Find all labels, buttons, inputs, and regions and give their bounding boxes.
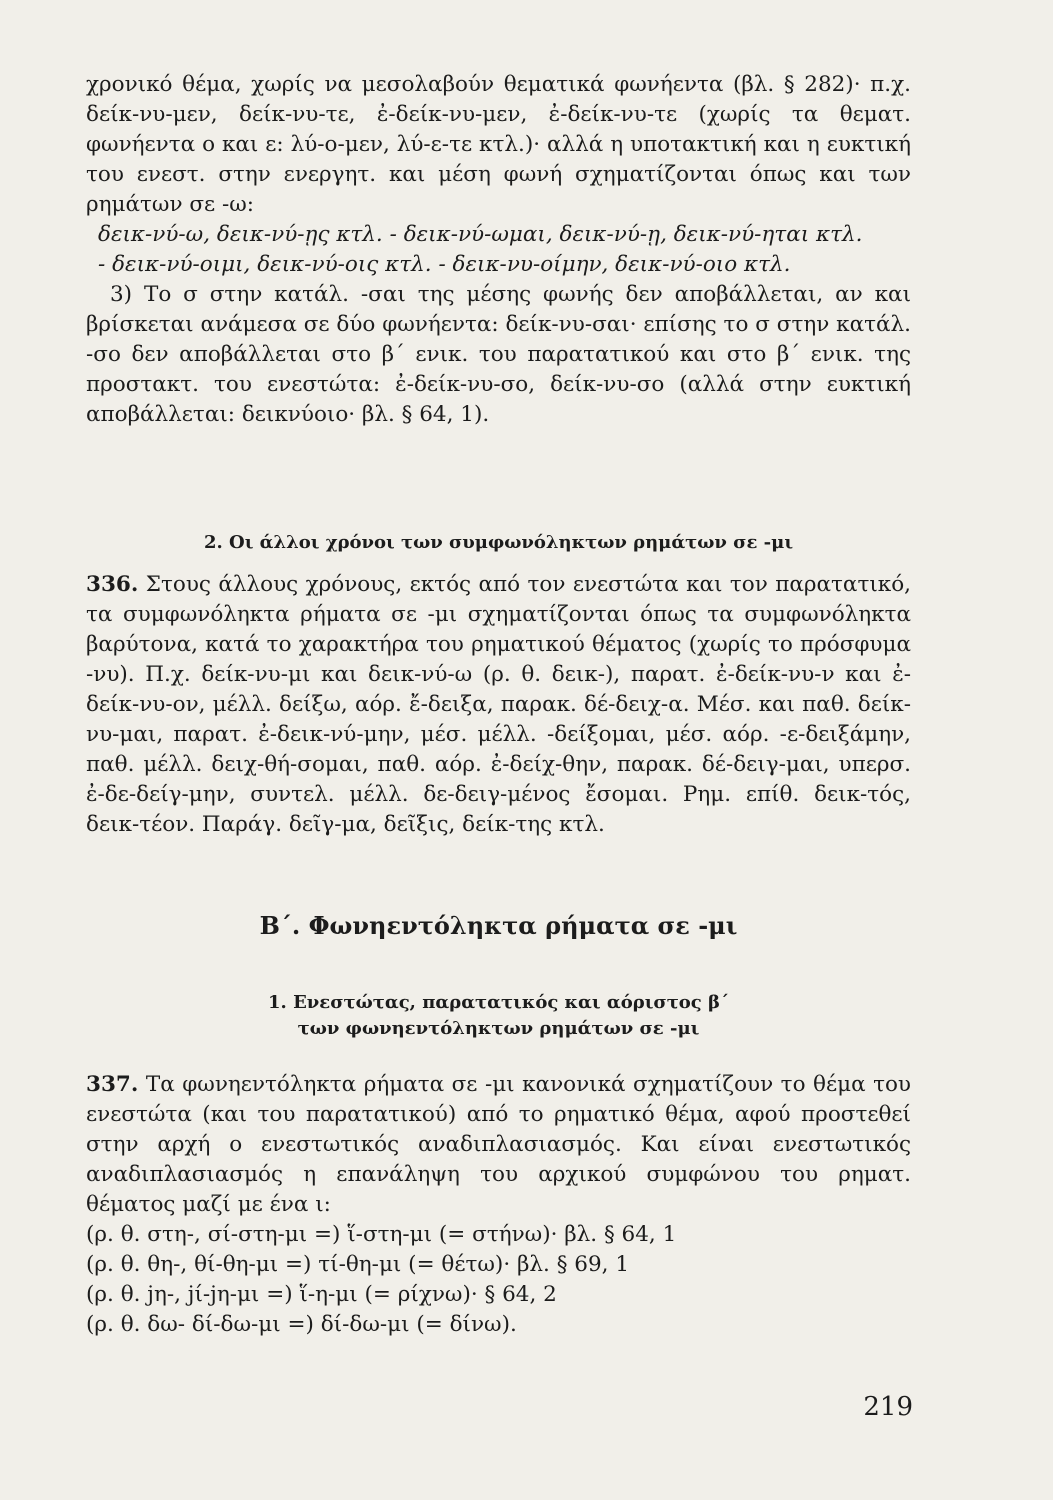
forms-line-1: δεικ-νύ-ω, δεικ-νύ-ῃς κτλ. - δεικ-νύ-ωμαι, δεικ-νύ-ῃ, δεικ-νύ-ηται κτλ. xyxy=(98,222,863,247)
example-line-1: (ρ. θ. στη-, σί-στη-μι =) ἵ-στη-μι (= στήνω)· βλ. § 64, 1 xyxy=(86,1222,677,1247)
subsection-1-heading-line-2: των φωνηεντόληκτων ρημάτων σε -μι xyxy=(297,1018,700,1039)
paragraph-336-number: 336. xyxy=(86,572,139,597)
example-line-2: (ρ. θ. θη-, θί-θη-μι =) τί-θη-μι (= θέτω)· βλ. § 69, 1 xyxy=(86,1252,630,1277)
part-b-heading-wrap xyxy=(86,910,911,942)
paragraph-continued: χρονικό θέμα, χωρίς να μεσολαβούν θεματικά φωνήεντα (βλ. § 282)· π.χ. δείκ-νυ-μεν, δείκ-νυ-τε, ἐ-δείκ-νυ-μεν, ἐ-δείκ-νυ-τε (χωρίς τα θεματ. φωνήεντα ο και ε: λύ-ο-μεν, λύ-ε-τε κτλ.)· αλλά η υποτακτική και η ευκτική του ενεστ. στην ενεργητ. και μέση φωνή σχηματίζονται όπως και των ρημάτων σε -ω: xyxy=(86,72,911,217)
paragraph-337-wrap xyxy=(86,1070,911,1340)
section-2-heading-wrap xyxy=(86,530,911,556)
forms-line-2: - δεικ-νύ-οιμι, δεικ-νύ-οις κτλ. - δεικ-νυ-οίμην, δεικ-νύ-οιο κτλ. xyxy=(98,252,791,277)
paragraph-337: Τα φωνηεντόληκτα ρήματα σε -μι κανονικά σχηματίζουν το θέμα του ενεστώτα (και του παρατατικού) από το ρηματικό θέμα, αφού προστεθεί στην αρχή ο ενεστωτικός αναδιπλασιασμός. Και είναι ενεστωτικός αναδιπλασιασμός η επανάληψη του αρχικού συμφώνου του ρηματ. θέματος μαζί με ένα ι: xyxy=(86,1072,911,1217)
paragraph-336-wrap xyxy=(86,570,911,840)
subsection-1-heading xyxy=(86,990,911,1042)
paragraph-337-number: 337. xyxy=(86,1072,139,1097)
example-line-4: (ρ. θ. δω- δί-δω-μι =) δί-δω-μι (= δίνω). xyxy=(86,1312,517,1337)
example-line-3: (ρ. θ. jη-, jί-jη-μι =) ἵ-η-μι (= ρίχνω)· § 64, 2 xyxy=(86,1282,557,1307)
page-number: 219 xyxy=(863,1392,913,1422)
subsection-1-heading-line-1: 1. Ενεστώτας, παρατατικός και αόριστος β΄ xyxy=(268,992,729,1013)
section-2-heading: 2. Οι άλλοι χρόνοι των συμφωνόληκτων ρημάτων σε -μι xyxy=(203,532,794,553)
text-column xyxy=(86,70,911,430)
part-b-heading: Β΄. Φωνηεντόληκτα ρήματα σε -μι xyxy=(259,911,738,940)
paragraph-336: Στους άλλους χρόνους, εκτός από τον ενεστώτα και τον παρατατικό, τα συμφωνόληκτα ρήματα σε -μι σχηματίζονται όπως τα συμφωνόληκτα βαρύτονα, κατά το χαρακτήρα του ρηματικού θέματος (χωρίς το πρόσφυμα -νυ). Π.χ. δείκ-νυ-μι και δεικ-νύ-ω (ρ. θ. δεικ-), παρατ. ἐ-δείκ-νυ-ν και ἐ-δείκ-νυ-ον, μέλλ. δείξω, αόρ. ἔ-δειξα, παρακ. δέ-δειχ-α. Μέσ. και παθ. δείκ-νυ-μαι, παρατ. ἐ-δεικ-νύ-μην, μέσ. μέλλ. -δείξομαι, μέσ. αόρ. -ε-δειξάμην, παθ. μέλλ. δειχ-θή-σομαι, παθ. αόρ. ἐ-δείχ-θην, παρακ. δέ-δειγ-μαι, υπερσ. ἐ-δε-δείγ-μην, συντελ. μέλλ. δε-δειγ-μένος ἔσομαι. Ρημ. επίθ. δεικ-τός, δεικ-τέον. Παράγ. δεῖγ-μα, δεῖξις, δείκ-της κτλ. xyxy=(86,572,911,837)
paragraph-rule-3: 3) Το σ στην κατάλ. -σαι της μέσης φωνής δεν αποβάλλεται, αν και βρίσκεται ανάμεσα σε δύο φωνήεντα: δείκ-νυ-σαι· επίσης το σ στην κατάλ. -σο δεν αποβάλλεται στο β΄ ενικ. του παρατατικού και στο β΄ ενικ. της προστακτ. του ενεστώτα: ἐ-δείκ-νυ-σο, δείκ-νυ-σο (αλλά στην ευκτική αποβάλλεται: δεικνύοιο· βλ. § 64, 1). xyxy=(86,282,911,427)
